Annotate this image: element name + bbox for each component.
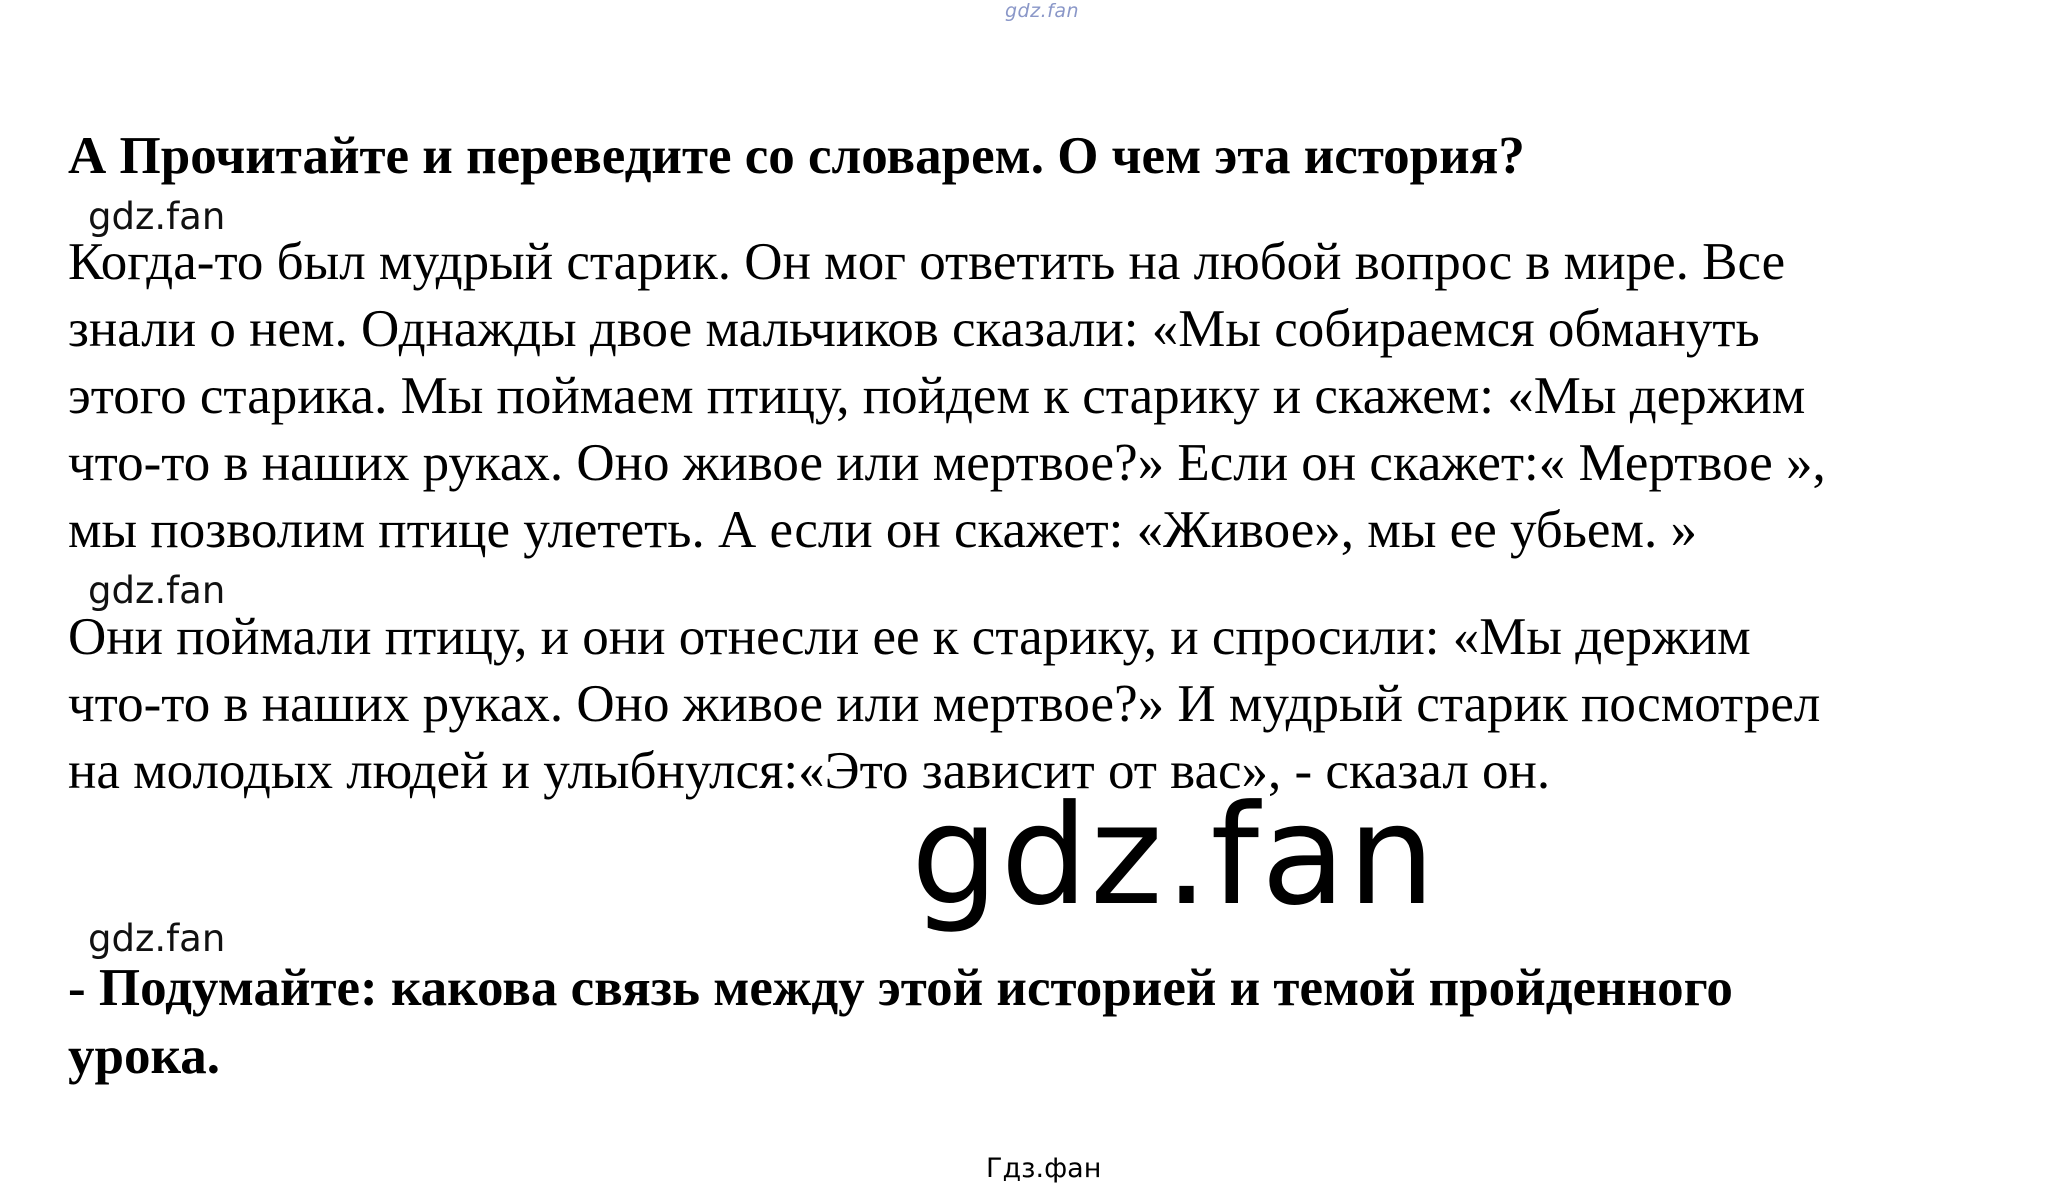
watermark-small: gdz.fan: [88, 195, 226, 238]
question-line: - Подумайте: какова связь между этой историей и темой пройденного: [68, 959, 1733, 1017]
task-heading: А Прочитайте и переведите со словарем. О чем эта история?: [68, 127, 1525, 185]
paragraph-line: Они поймали птицу, и они отнесли ее к старику, и спросили: «Мы держим: [68, 608, 1751, 666]
paragraph-line: мы позволим птице улететь. А если он скажет: «Живое», мы ее убьем. »: [68, 501, 1697, 559]
watermark-small: gdz.fan: [88, 569, 226, 612]
paragraph-line: этого старика. Мы поймаем птицу, пойдем к старику и скажем: «Мы держим: [68, 367, 1806, 425]
paragraph-line: Когда-то был мудрый старик. Он мог ответить на любой вопрос в мире. Все: [68, 233, 1786, 291]
paragraph-line: что-то в наших руках. Оно живое или мертвое?» И мудрый старик посмотрел: [68, 675, 1821, 733]
paragraph-line: знали о нем. Однажды двое мальчиков сказали: «Мы собираемся обмануть: [68, 300, 1760, 358]
paragraph-line: на молодых людей и улыбнулся:«Это зависит от вас», - сказал он.: [68, 742, 1551, 800]
paragraph-line: что-то в наших руках. Оно живое или мертвое?» Если он скажет:« Мертвое »,: [68, 434, 1826, 492]
watermark-top: gdz.fan: [1005, 0, 1080, 22]
watermark-large: gdz.fan: [911, 775, 1438, 936]
watermark-small: gdz.fan: [88, 917, 226, 960]
question-line: урока.: [68, 1027, 220, 1085]
watermark-bottom: Гдз.фан: [986, 1153, 1102, 1184]
